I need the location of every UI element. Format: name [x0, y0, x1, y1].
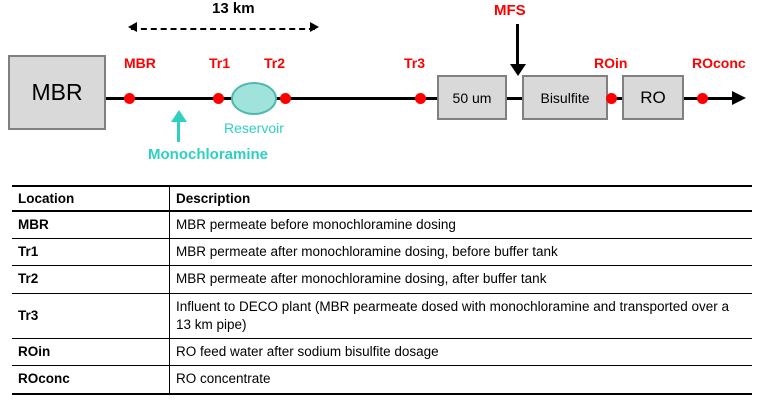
mbr-unit-box: MBR [8, 55, 106, 130]
table-cell-location: Tr3 [12, 293, 170, 338]
table-cell-location: ROconc [12, 366, 170, 394]
sampling-point-dot-tr1 [213, 93, 224, 104]
location-description-table [12, 185, 752, 395]
table-cell-location: ROin [12, 339, 170, 366]
table-cell-location: Tr1 [12, 239, 170, 266]
table-cell-description: RO feed water after sodium bisulfite dosage [170, 339, 753, 366]
reservoir-label: Reservoir [224, 120, 284, 136]
table-row [12, 293, 752, 338]
distance-arrow-right-icon [310, 22, 319, 32]
pipe-flow-arrow-icon [732, 91, 746, 105]
sampling-point-label-tr2: Tr2 [264, 55, 286, 71]
table-header-location: Location [12, 186, 170, 211]
table-cell-description: MBR permeate after monochloramine dosing, before buffer tank [170, 239, 753, 266]
monochloramine-dosing-arrow-head-icon [171, 110, 187, 122]
table-cell-location: MBR [12, 211, 170, 239]
table-cell-description: Influent to DECO plant (MBR pearmeate dosed with monochloramine and transported over a 13 km pipe) [170, 293, 753, 338]
mfs-label: MFS [494, 2, 526, 19]
sampling-point-dot-roin [606, 93, 617, 104]
distance-arrow-left-icon [128, 22, 137, 32]
filter-unit-box: 50 um [437, 75, 507, 120]
sampling-point-dot-tr3 [415, 93, 426, 104]
table-header-row [12, 186, 752, 211]
table-cell-description: RO concentrate [170, 366, 753, 394]
mfs-arrow-icon [516, 24, 519, 68]
distance-dimension-line [131, 28, 315, 30]
ro-unit-box: RO [622, 75, 684, 120]
sampling-point-dot-roconc [697, 93, 708, 104]
process-schematic [0, 0, 768, 180]
monochloramine-dosing-arrow-icon [177, 120, 180, 142]
table-row [12, 339, 752, 366]
table-cell-description: MBR permeate before monochloramine dosing [170, 211, 753, 239]
sampling-point-label-roconc: ROconc [692, 55, 746, 71]
sampling-point-label-mbr: MBR [124, 55, 156, 71]
table-cell-description: MBR permeate after monochloramine dosing, after buffer tank [170, 266, 753, 293]
sampling-point-label-roin: ROin [594, 55, 628, 71]
table-row [12, 211, 752, 239]
table-row [12, 366, 752, 394]
table-row [12, 266, 752, 293]
bisulfite-unit-box: Bisulfite [522, 75, 608, 120]
sampling-point-label-tr1: Tr1 [209, 55, 231, 71]
monochloramine-label: Monochloramine [148, 146, 269, 163]
sampling-point-label-tr3: Tr3 [404, 55, 426, 71]
table-header-description: Description [170, 186, 753, 211]
distance-label: 13 km [212, 0, 255, 17]
table-cell-location: Tr2 [12, 266, 170, 293]
sampling-point-dot-mbr [124, 93, 135, 104]
sampling-point-dot-tr2 [280, 93, 291, 104]
table-row [12, 239, 752, 266]
reservoir-icon [231, 82, 277, 115]
